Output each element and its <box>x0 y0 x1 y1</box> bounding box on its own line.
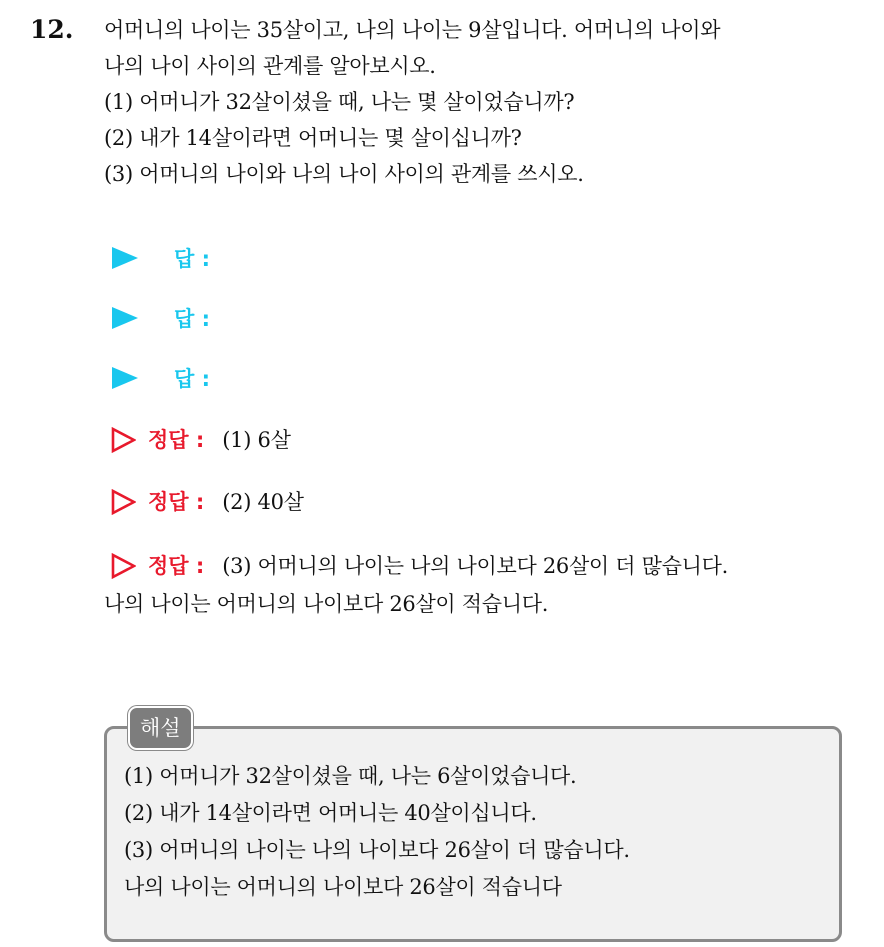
outline-triangle-icon <box>110 489 136 515</box>
explanation-line: (1) 어머니가 32살이셨을 때, 나는 6살이었습니다. <box>124 764 577 788</box>
explanation-tag: 해설 <box>128 706 193 750</box>
play-triangle-icon <box>112 247 138 269</box>
correct-answer-label: 정답 : <box>148 490 205 514</box>
answer-label: 답 : <box>174 247 210 271</box>
explanation-line: 나의 나이는 어머니의 나이보다 26살이 적습니다 <box>124 875 562 899</box>
correct-answer-label: 정답 : <box>148 554 205 578</box>
correct-answer-label: 정답 : <box>148 428 205 452</box>
answer-label: 답 : <box>174 367 210 391</box>
explanation-line: (3) 어머니의 나이는 나의 나이보다 26살이 더 많습니다. <box>124 838 630 862</box>
play-triangle-icon <box>112 307 138 329</box>
sub-question-2: (2) 내가 14살이라면 어머니는 몇 살이십니까? <box>104 126 522 150</box>
question-text <box>104 12 874 192</box>
correct-answer-row-2 <box>110 484 304 520</box>
play-triangle-icon <box>112 367 138 389</box>
answer-label: 답 : <box>174 307 210 331</box>
sub-question-3: (3) 어머니의 나이와 나의 나이 사이의 관계를 쓰시오. <box>104 162 584 186</box>
question-line: 나의 나이 사이의 관계를 알아보시오. <box>104 54 436 78</box>
answer-row-1 <box>110 241 210 275</box>
outline-triangle-icon <box>110 427 136 453</box>
correct-answer-text: (1) 6살 <box>222 428 291 452</box>
sub-question-1: (1) 어머니가 32살이셨을 때, 나는 몇 살이었습니까? <box>104 90 575 114</box>
outline-triangle-icon <box>110 553 136 579</box>
correct-answer-text: (2) 40살 <box>222 490 304 514</box>
question-line: 어머니의 나이는 35살이고, 나의 나이는 9살입니다. 어머니의 나이와 <box>104 18 721 42</box>
answer-row-2 <box>110 301 210 335</box>
explanation-text <box>124 758 630 906</box>
correct-answer-row-3 <box>110 548 728 584</box>
explanation-line: (2) 내가 14살이라면 어머니는 40살이십니다. <box>124 801 537 825</box>
correct-answer-continuation: 나의 나이는 어머니의 나이보다 26살이 적습니다. <box>104 592 549 616</box>
answer-row-3 <box>110 361 210 395</box>
correct-answer-text: (3) 어머니의 나이는 나의 나이보다 26살이 더 많습니다. <box>222 554 728 578</box>
question-number: 12. <box>30 15 74 44</box>
correct-answer-row-1 <box>110 422 291 458</box>
